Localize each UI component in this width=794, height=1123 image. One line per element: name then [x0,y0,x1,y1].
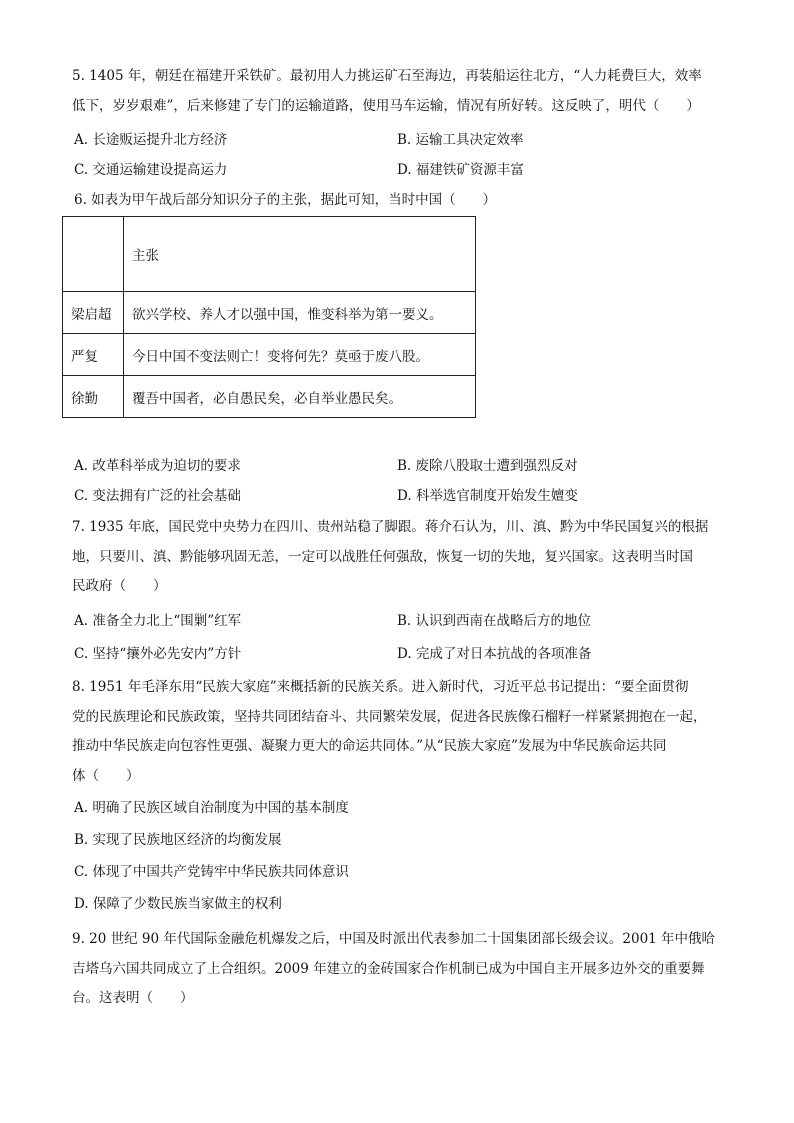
question-9-line-2: 吉塔乌六国共同成立了上合组织。2009 年建立的金砖国家合作机制已成为中国自主开展多边外交的重要舞 [72,960,705,977]
question-5-line-2: 低下，岁岁艰难”，后来修建了专门的运输道路，使用马车运输，情况有所好转。这反映了，明代（ ） [72,97,700,114]
question-8-line-4: 体（ ） [72,767,140,784]
table-row [63,376,476,418]
question-6-option-c: C. 变法拥有广泛的社会基础 [74,488,241,504]
table-cell-claim: 欲兴学校、养人才以强中国，惟变科举为第一要义。 [124,292,476,334]
question-5-option-b: B. 运输工具决定效率 [397,132,524,148]
question-6-option-a: A. 改革科举成为迫切的要求 [74,458,241,474]
table-cell-name: 徐勤 [63,376,124,418]
question-8-line-1: 8. 1951 年毛泽东用“民族大家庭”来概括新的民族关系。进入新时代，习近平总书记提出：“要全面贯彻 [72,679,689,695]
question-6-table [62,216,476,418]
table-cell-name: 梁启超 [63,292,124,334]
question-9-line-1: 9. 20 世纪 90 年代国际金融危机爆发之后，中国及时派出代表参加二十国集团部长级会议。2001 年中俄哈 [72,931,716,947]
question-5-option-a: A. 长途贩运提升北方经济 [74,132,228,148]
table-row [63,334,476,376]
question-7-stem [72,513,724,602]
question-7-line-3: 民政府（ ） [72,578,167,594]
question-8-option-c: C. 体现了中国共产党铸牢中华民族共同体意识 [74,864,349,880]
question-8-option-d: D. 保障了少数民族当家做主的权利 [74,896,282,912]
question-7-option-c: C. 坚持“攘外必先安内”方针 [74,646,242,662]
question-8-line-3: 推动中华民族走向包容性更强、凝聚力更大的命运共同体。”从“民族大家庭”发展为中华民族命运共同 [72,738,667,754]
question-9-line-3: 台。这表明（ ） [72,990,194,1006]
question-9-stem [72,925,724,1014]
question-8-stem [72,673,724,791]
table-header-claim: 主张 [124,217,476,292]
table-header-empty-cell [63,217,124,292]
question-5-option-d: D. 福建铁矿资源丰富 [397,162,524,178]
question-6-option-b: B. 废除八股取士遭到强烈反对 [397,458,578,474]
question-6-option-d: D. 科举选官制度开始发生嬗变 [397,488,578,504]
table-cell-claim: 覆吾中国者，必自愚民矣，必自举业愚民矣。 [124,376,476,418]
table-row [63,292,476,334]
question-5-line-1: 5. 1405 年，朝廷在福建开采铁矿。最初用人力挑运矿石至海边，再装船运往北方，“人力耗费巨大，效率 [72,68,702,84]
table-cell-claim: 今日中国不变法则亡！变将何先？莫亟于废八股。 [124,334,476,376]
question-8-line-2: 党的民族理论和民族政策，坚持共同团结奋斗、共同繁荣发展，促进各民族像石榴籽一样紧紧拥抱在一起， [72,708,707,725]
table-cell-name: 严复 [63,334,124,376]
question-7-line-1: 7. 1935 年底，国民党中央势力在四川、贵州站稳了脚跟。蒋介石认为，川、滇、黔为中华民国复兴的根据 [72,519,709,535]
question-8-option-b: B. 实现了民族地区经济的均衡发展 [74,832,282,848]
question-5-stem [72,62,724,121]
question-7-option-d: D. 完成了对日本抗战的各项准备 [397,646,592,662]
question-8-option-a: A. 明确了民族区域自治制度为中国的基本制度 [74,800,349,816]
table-header-row [63,217,476,292]
question-5-option-c: C. 交通运输建设提高运力 [74,162,228,178]
question-7-option-b: B. 认识到西南在战略后方的地位 [397,613,592,629]
question-7-option-a: A. 准备全力北上“围剿”红军 [74,613,242,629]
question-6-stem: 6. 如表为甲午战后部分知识分子的主张，据此可知，当时中国（ ） [74,192,497,208]
question-7-line-2: 地，只要川、滇、黔能够巩固无恙，一定可以战胜任何强敌，恢复一切的失地，复兴国家。这表明当时国 [72,548,693,565]
